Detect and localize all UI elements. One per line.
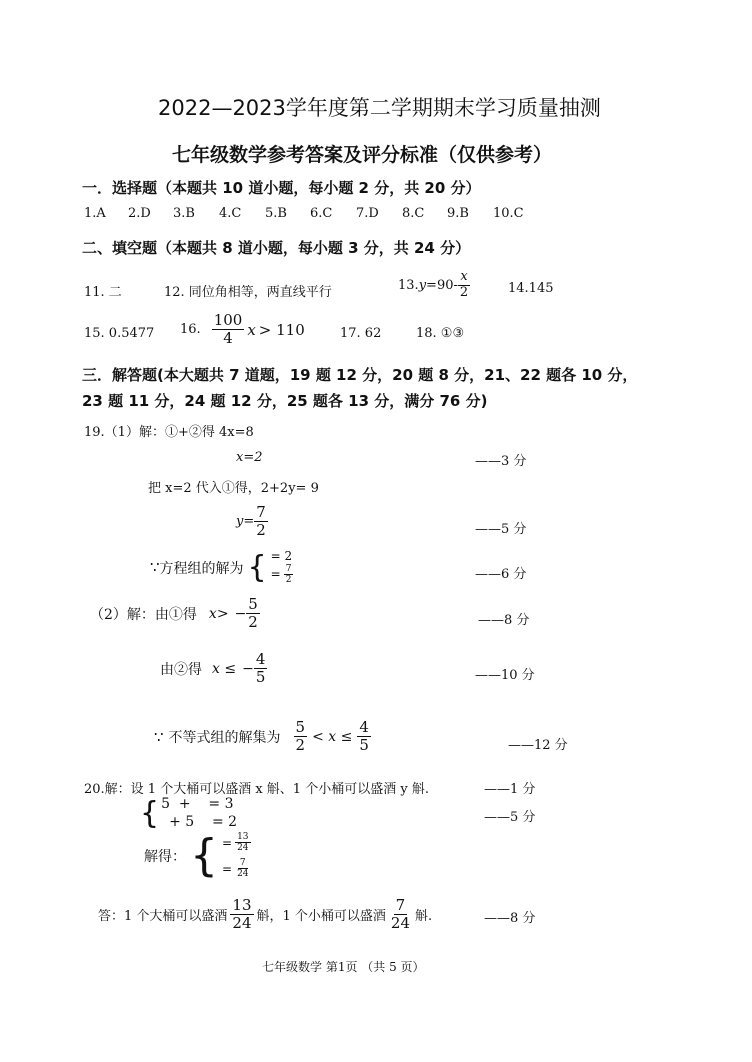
fill-answer-12: 12. 同位角相等，两直线平行 (164, 285, 332, 300)
signed-fraction (242, 651, 267, 687)
therefore-symbol: ∵ (154, 727, 164, 746)
inequality-text: > 110 (258, 320, 305, 339)
score-mark: ——10 分 (475, 668, 535, 683)
fraction-denominator: 2 (285, 575, 292, 586)
section2-heading: 二、填空题（本题共 8 道小题，每小题 3 分，共 24 分） (82, 239, 471, 257)
fraction-denominator: 4 (223, 329, 233, 348)
q19-part1-line2: x=2 (236, 450, 263, 465)
fill-answer-14: 14.145 (508, 281, 554, 296)
fraction-numerator: 13 (232, 896, 252, 914)
choice-answer: 2.D (128, 206, 151, 221)
q19-part2-line2 (160, 651, 267, 687)
fraction-numerator: 5 (295, 718, 306, 736)
choice-answer: 5.B (265, 206, 287, 221)
fraction-denominator: 24 (237, 869, 249, 880)
therefore-symbol: ∵ (150, 558, 160, 577)
score-mark: ——8 分 (478, 613, 530, 628)
fraction-denominator: 5 (359, 736, 369, 755)
page-subtitle: 七年级数学参考答案及评分标准（仅供参考） (172, 144, 553, 166)
fraction-numerator: 7 (395, 896, 406, 914)
q20-equation-system (140, 796, 237, 831)
choice-answer: 6.C (310, 206, 333, 221)
solution-system (271, 550, 294, 585)
solution-system (222, 832, 251, 879)
answer-number: 16. (180, 322, 201, 338)
solution-line (222, 858, 251, 880)
q19-part2-solution (154, 719, 371, 755)
page-footer: 七年级数学 第1页 （共 5 页） (262, 960, 425, 974)
left-brace: { (140, 795, 160, 831)
fraction (254, 651, 268, 687)
score-mark: ——5 分 (484, 810, 536, 825)
equals-sign: = (222, 835, 233, 850)
fraction-denominator: 24 (237, 843, 249, 854)
score-mark: ——3 分 (475, 454, 527, 469)
fraction-denominator: 2 (248, 613, 258, 632)
fraction (294, 719, 308, 755)
step-label: （2）解：由①得 (90, 606, 197, 623)
solution-label: 不等式组的解集为 (168, 729, 281, 746)
q19-part1-y-value (236, 504, 268, 540)
variable-x: x (247, 320, 256, 339)
fraction-denominator: 24 (390, 914, 410, 933)
fraction (246, 596, 260, 632)
fraction-denominator: 2 (459, 284, 469, 300)
fill-answer-15: 15. 0.5477 (84, 326, 155, 341)
variable-y: y (418, 277, 427, 293)
score-mark: ——8 分 (484, 911, 536, 926)
fill-answer-17: 17. 62 (340, 326, 382, 341)
equation-text: =90- (426, 277, 458, 293)
answer-text: 斛，1 个小桶可以盛酒 (256, 909, 386, 925)
section3-heading-line2: 23 题 11 分，24 题 12 分，25 题各 13 分，满分 76 分) (82, 392, 488, 410)
score-mark: ——5 分 (475, 522, 527, 537)
fraction (235, 858, 250, 880)
q19-part1-solution (150, 550, 293, 585)
fraction (284, 564, 294, 586)
fraction-numerator: 4 (255, 650, 266, 668)
score-mark: ——12 分 (508, 738, 568, 753)
fraction (254, 504, 268, 540)
fraction (230, 897, 253, 933)
fraction-denominator: 24 (232, 914, 252, 933)
fraction-denominator: 2 (295, 736, 306, 755)
inequality-text: < x ≤ (312, 728, 353, 745)
equals-sign: = (270, 566, 281, 581)
minus-sign: − (234, 605, 247, 622)
choice-answer: 4.C (219, 206, 242, 221)
fraction (458, 270, 470, 301)
q20-line1: 20.解：设 1 个大桶可以盛酒 x 斛、1 个小桶可以盛酒 y 斛. (84, 782, 429, 797)
q20-answer (98, 897, 432, 933)
fill-answer-11: 11. 二 (84, 285, 122, 300)
equation-line: 5 + = 3 (161, 796, 234, 812)
fraction-numerator: 7 (239, 857, 246, 868)
variable-x: x> (208, 605, 229, 622)
answer-number: 13. (398, 277, 419, 293)
choice-answers (84, 206, 524, 221)
fraction (389, 897, 412, 933)
choice-answer: 7.D (356, 206, 379, 221)
fraction-numerator: 4 (359, 718, 369, 736)
answer-text: 答：1 个大桶可以盛酒 (98, 909, 228, 925)
fill-answer-16 (180, 312, 305, 348)
equations (161, 796, 237, 831)
choice-answer: 9.B (447, 206, 469, 221)
fraction (357, 719, 371, 755)
solution-line: = 2 (270, 549, 293, 563)
section1-heading: 一．选择题（本题共 10 道小题，每小题 2 分，共 20 分） (82, 179, 481, 197)
solution-line (271, 564, 294, 586)
left-brace: { (190, 829, 218, 881)
score-mark: ——1 分 (484, 782, 536, 797)
fraction-numerator: 7 (285, 563, 292, 574)
q19-part1-line3: 把 x=2 代入①得，2+2y= 9 (148, 481, 319, 496)
q19-part2-line1 (90, 596, 260, 632)
q20-solution (144, 829, 251, 881)
q19-part1-line1: 19.（1）解：①+②得 4x=8 (84, 425, 254, 440)
fill-answer-18: 18. ①③ (416, 326, 465, 341)
choice-answer: 3.B (173, 206, 195, 221)
page-title: 2022—2023学年度第二学期期末学习质量抽测 (158, 96, 601, 120)
choice-answer: 1.A (84, 206, 106, 221)
fraction-numerator: 7 (256, 503, 266, 521)
choice-answer: 10.C (493, 206, 524, 221)
answer-text: 斛. (415, 909, 433, 925)
fraction-numerator: 5 (248, 595, 258, 613)
left-brace: { (247, 549, 267, 585)
equals-sign: = (222, 861, 233, 876)
solution-line (222, 832, 251, 854)
fraction (235, 832, 250, 854)
fraction-numerator: 13 (237, 832, 249, 842)
fill-answer-13 (398, 270, 470, 301)
fraction-numerator: 100 (213, 311, 243, 329)
choice-answer: 8.C (402, 206, 425, 221)
step-label: 由②得 (160, 661, 202, 678)
variable-x: x ≤ (212, 660, 237, 677)
fraction-denominator: 5 (255, 668, 266, 687)
score-mark: ——6 分 (475, 567, 527, 582)
variable-y: y= (236, 514, 255, 530)
fraction-denominator: 2 (256, 521, 266, 540)
fraction (212, 312, 245, 348)
signed-fraction (235, 596, 260, 632)
equation-line: + 5 = 2 (169, 813, 238, 830)
minus-sign: − (242, 660, 254, 677)
section3-heading-line1: 三．解答题(本大题共 7 道题，19 题 12 分，20 题 8 分，21、22 题各 10 分， (82, 366, 638, 384)
fraction-numerator: x (460, 269, 468, 284)
solution-label: 方程组的解为 (159, 560, 244, 577)
solution-label: 解得： (144, 848, 186, 865)
